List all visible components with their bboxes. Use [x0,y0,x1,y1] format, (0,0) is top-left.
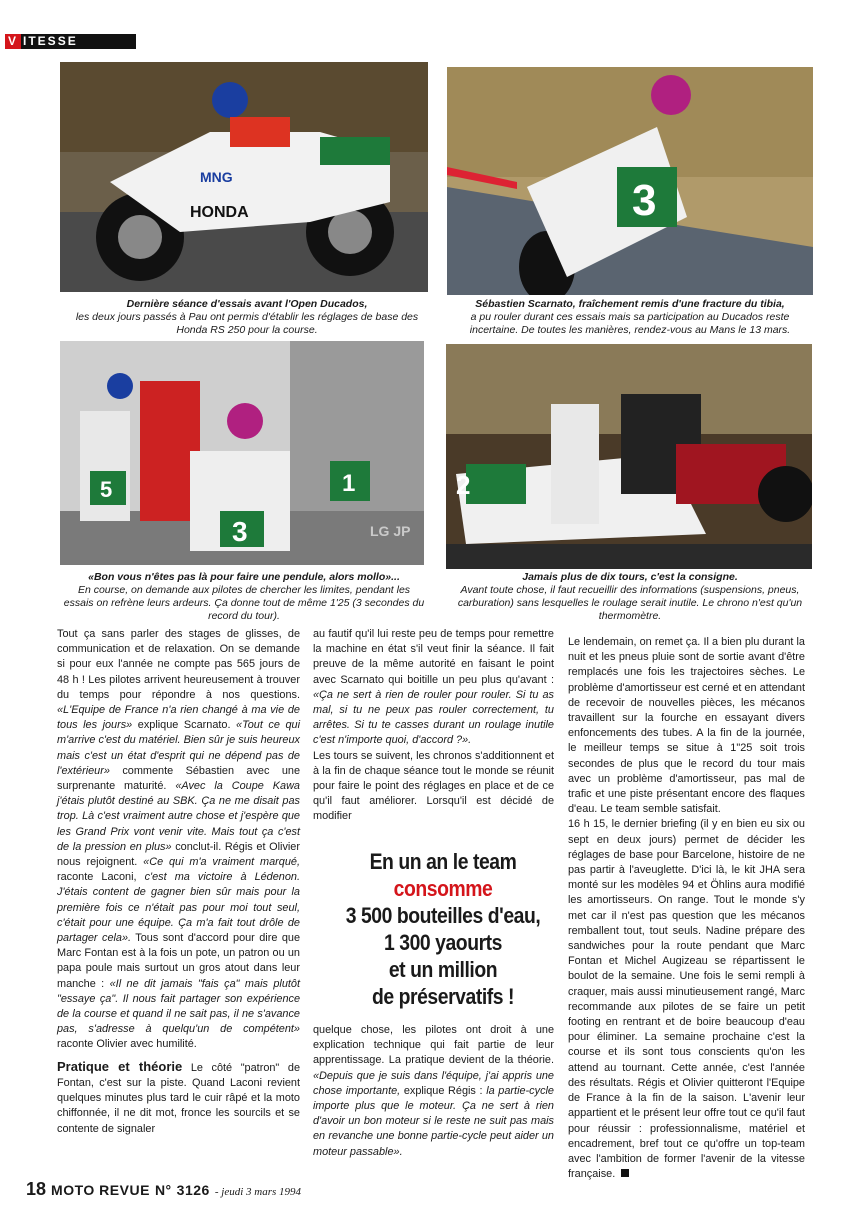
article-column-3 [568,635,805,1182]
paragraph [57,627,300,1053]
bike-sponsor: HONDA [190,204,249,221]
text-run: 16 h 15, le dernier briefing (il y en bien eu six ou sept en deux jours) permet de décider les réglages de base pour Barcelone, histoire de ne pas partir à l'aveuglette. D'ici là, le kit JHA sera monté sur les modèles 94 et Öhlins aura modifié les amortisseurs. On range. Tout le monde s'y met car il n'est pas question que les mécanos remballent tout, tout seuls. Nadine prépare des sandwiches pour la route pendant que Marc Fontan et Michel Augizeau se répartissent le boulot de la semaine. Une fois le semi rempli à craquer, mais aussi minutieusement rangé, Marc recommande aux pilotes de se faire un petit footing en rentrant et de boire beaucoup d'eau pour éliminer. La semaine prochaine c'est la course et ils sont tous conscients qu'on les attend au tournant. Cette année, c'est l'année des résultats. Régis et Olivier quitteront l'Equipe de France à la fin de la saison. L'avenir leur appartient et le présent leur offre tout ce qu'il faut pour réussir : professionnalisme, matériel et encadrement, bref tout ce qu'offre un top-team avec l'ambition de former l'avenir de la vitesse française. [568,818,805,1181]
paragraph: Les tours se suivent, les chronos s'additionnent et à la fin de chaque séance tout le monde se réunit pour faire le point des réglages en place et de ce qu'il faut améliorer. Lorsqu'il est décidé de modifier [313,749,554,823]
quote: «Depuis que je suis dans l'équipe, j'ai appris une chose importante, [313,1069,554,1097]
text-run: Le côté "patron" de Fontan, c'est sur la piste. Quand Laconi revient quelques minutes plus tard le cuir râpé et la moto chiffonnée, il ne dit mot, fronce les sourcils et se contente de signaler [57,1061,300,1135]
paragraph [57,1059,300,1137]
pull-quote-line: 3 500 bouteilles d'eau, [345,903,541,928]
quote: «Tout ce qui m'arrive c'est du matériel. Bien sûr je suis heureux mais c'est un état d'esprit qui ne dépend pas de l'extérieur» [57,719,300,777]
caption-body: Avant toute chose, il faut recueillir des informations (suspensions, pneus, carburation) sans lesquelles le roulage serait inutile. Le chrono n'est qu'un thermomètre. [457,584,803,622]
quote: la partie-cycle importe plus que le moteur. Ça ne sert à rien d'avoir un bon moteur si le reste ne suit pas mais en revanche une bonne partie-cycle peut aider un moteur passable». [313,1084,554,1158]
publication-name: MOTO REVUE [51,1182,150,1198]
text-run: raconte Olivier avec humilité. [57,1038,197,1051]
photo-bike-track [60,62,428,292]
section-title: ITESSE [23,34,78,48]
photo-rider-leaning [447,67,813,295]
end-mark-icon [621,1169,629,1177]
article-column-2-top [313,627,554,825]
caption-title: Jamais plus de dix tours, c'est la consigne. [522,571,738,583]
photo-pit-lane [60,341,424,565]
text-run: raconte Laconi, [57,871,145,884]
caption-title: Dernière séance d'essais avant l'Open Ducados, [126,298,368,310]
text-run: Tous sont d'accord pour dire que Marc Fontan est à la fois un pote, un patron ou un papa poule mais surtout un gros atout dans leur manche : [57,932,300,990]
quote: «L'Equipe de France n'a rien changé à ma vie de tous les jours» [57,704,300,732]
caption-body: les deux jours passés à Pau ont permis d'établir les réglages de base des Honda RS 250 pour la course. [75,311,419,336]
article-column-2-bottom [313,1023,554,1160]
issue-number: 3126 [176,1182,210,1198]
text-run: explique Scarnato. [132,719,237,732]
text-run: commente Sébastien avec une surprenante maturité. [57,764,300,793]
pull-quote-line: consomme [393,876,493,901]
pull-quote-line: En un an le team [369,849,517,874]
caption-title: «Bon vous n'êtes pas là pour faire une pendule, alors mollo»... [88,571,400,583]
caption-3 [62,571,426,623]
issue-date: - jeudi 3 mars 1994 [214,1186,302,1198]
text-run: explique Régis : [400,1084,487,1097]
bike-number: 3 [632,176,657,225]
quote: «Il ne dit jamais "fais ça" mais plutôt "essaye ça". Il nous fait partager son expérience de la course et quand il ne sait pas, il ne s'avance pas, s'adresse à quelqu'un de compétent» [57,977,300,1036]
paragraph: Le lendemain, on remet ça. Il a bien plu durant la nuit et les pneus pluie sont de sortie avant d'être remplacés une fois les trajectoires sèches. Le problème d'amortisseur est cerné et en attendant de recevoir de nouvelles pièces, les mécanos travaillent sur la fourche en essayant divers enfoncements des tubes. A la fin de la journée, le meilleur temps se situe à 1"25 soit trois secondes de plus que le record du tour mais avec un problème d'amortisseur, pas mal de trafic et une piste présentant encore des flaques d'eau. Le team semble satisfait. [568,636,805,816]
caption-title: Sébastien Scarnato, fraîchement remis d'une fracture du tibia, [475,298,785,310]
quote: «Avec la Coupe Kawa j'étais plutôt destiné au SBK. Ça ne me disait pas trop. Là c'est vraiment autre chose et j'espère que les Grand Prix vont venir vite. Mais tout ça c'est de la pression en plus» [57,780,300,853]
pull-quote-line: de préservatifs ! [371,984,515,1009]
text-run: quelque chose, les pilotes ont droit à une explication technique qui fait partie de leur apprentissage. La pratique devient de la théorie. [313,1024,554,1067]
paragraph [313,1023,554,1160]
section-banner [5,34,136,49]
caption-4 [452,571,808,623]
pull-quote [337,848,548,1010]
page-number: 18 [26,1179,47,1199]
text-run: au fautif qu'il lui reste peu de temps pour remettre la machine en état s'il veut finir la séance. Il fait preuve de la même autorité en faisant le point avec Scarnato qui boitille un peu plus qu'avant : [313,628,554,686]
text-run: Tout ça sans parler des stages de glisses, de communication et de relaxation. On se demande si pour eux l'année ne compte pas 565 jours de 48 h ! Les pilotes arrivent heureusement à trouver du temps pour répondre à nos questions. [57,628,300,701]
caption-1 [62,298,432,337]
caption-2 [447,298,813,337]
quote: «Ça ne sert à rien de rouler pour rouler. Si tu as mal, si tu ne peux pas rouler correctement, tu arrêtes. Si tu te casses durant un roulage inutile c'est n'importe quoi, d'accord ?». [313,688,554,747]
caption-body: a pu rouler durant ces essais mais sa participation au Ducados reste incertaine. De toutes les manières, rendez-vous au Mans le 13 mars. [469,311,791,336]
photo-garage [446,344,812,569]
bike-sponsor: MNG [200,169,233,185]
bike-number: 2 [456,470,471,500]
bike-number: 1 [342,470,356,497]
pull-quote-line: 1 300 yaourts [383,930,503,955]
photo-watermark: LG JP [370,523,411,539]
subhead: Pratique et théorie [57,1058,183,1074]
section-letter: V [5,34,21,49]
quote: «Ce qui m'a vraiment marqué, [143,856,300,869]
quote: c'est ma victoire à Lédenon. J'étais content de gagner bien sûr mais pour la première fois ce n'était pas pour moi tout seul, c'était pour une équipe. Ça m'a fait tout drôle de partager cela». [57,871,300,945]
article-column-1 [57,627,300,1137]
paragraph [313,627,554,749]
bike-number: 5 [100,477,113,502]
issue-prefix: N° [154,1182,172,1198]
caption-body: En course, on demande aux pilotes de chercher les limites, pendant les essais on refrène leurs ardeurs. Ça donne tout de même 1'25 (3 secondes du record du tour). [63,584,425,622]
bike-number: 3 [232,516,248,547]
text-run: conclut-il. Régis et Olivier nous rejoignent. [57,840,300,869]
pull-quote-line: et un million [388,957,498,982]
page-footer [26,1179,301,1200]
paragraph [568,817,805,1182]
